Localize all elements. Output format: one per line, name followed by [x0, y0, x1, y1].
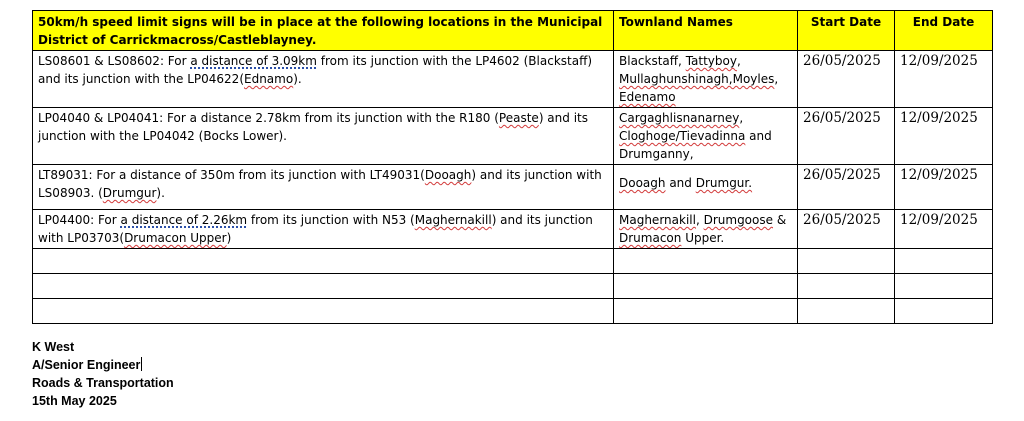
empty-cell: [895, 249, 993, 274]
end-date-cell: 12/09/2025: [895, 210, 993, 249]
location-cell: LS08601 & LS08602: For a distance of 3.09km from its junction with the LP4602 (Blackstaff) and its junction with the LP04622(Ednamo).: [33, 51, 614, 108]
signatory-name: K West: [32, 340, 75, 354]
empty-cell: [614, 274, 798, 299]
location-cell: LP04400: For a distance of 2.26km from its junction with N53 (Maghernakill) and its junction with LP03703(Drumacon Upper): [33, 210, 614, 249]
empty-cell: [798, 249, 895, 274]
signatory-title: A/Senior Engineer: [32, 358, 141, 372]
empty-cell: [798, 299, 895, 324]
empty-cell: [614, 299, 798, 324]
end-date-cell: 12/09/2025: [895, 165, 993, 210]
townland-cell: Blackstaff, Tattyboy, Mullaghunshinagh,Moyles, Edenamo: [614, 51, 798, 108]
end-date-cell: 12/09/2025: [895, 51, 993, 108]
header-townland-names: Townland Names: [614, 11, 798, 51]
end-date-cell: 12/09/2025: [895, 108, 993, 165]
table-header-row: [33, 11, 993, 51]
header-end-date: End Date: [895, 11, 993, 51]
table-row: [33, 108, 993, 165]
header-locations: 50km/h speed limit signs will be in place at the following locations in the Municipal District of Carrickmacross/Castleblayney.: [33, 11, 614, 51]
empty-cell: [33, 249, 614, 274]
table-row: [33, 51, 993, 108]
empty-cell: [614, 249, 798, 274]
empty-table-row: [33, 299, 993, 324]
location-cell: LT89031: For a distance of 350m from its junction with LT49031(Dooagh) and its junction with LS08903. (Drumgur).: [33, 165, 614, 210]
location-cell: LP04040 & LP04041: For a distance 2.78km from its junction with the R180 (Peaste) and its junction with the LP04042 (Bocks Lower).: [33, 108, 614, 165]
start-date-cell: 26/05/2025: [798, 108, 895, 165]
signatory-department: Roads & Transportation: [32, 376, 174, 390]
townland-cell: Cargaghlisnanarney, Cloghoge/Tievadinna and Drumganny,: [614, 108, 798, 165]
townland-cell: Maghernakill, Drumgoose & Drumacon Upper.: [614, 210, 798, 249]
signature-block: [32, 338, 174, 410]
townland-cell: Dooagh and Drumgur.: [614, 165, 798, 210]
speed-limit-table: [32, 10, 993, 324]
table-row: [33, 165, 993, 210]
empty-cell: [895, 299, 993, 324]
signatory-title-line: [32, 356, 174, 374]
empty-table-row: [33, 274, 993, 299]
text-cursor: [141, 357, 142, 371]
header-start-date: Start Date: [798, 11, 895, 51]
signature-date: 15th May 2025: [32, 394, 117, 408]
start-date-cell: 26/05/2025: [798, 210, 895, 249]
start-date-cell: 26/05/2025: [798, 165, 895, 210]
empty-table-row: [33, 249, 993, 274]
empty-cell: [895, 274, 993, 299]
table-row: [33, 210, 993, 249]
empty-cell: [798, 274, 895, 299]
empty-cell: [33, 274, 614, 299]
start-date-cell: 26/05/2025: [798, 51, 895, 108]
empty-cell: [33, 299, 614, 324]
